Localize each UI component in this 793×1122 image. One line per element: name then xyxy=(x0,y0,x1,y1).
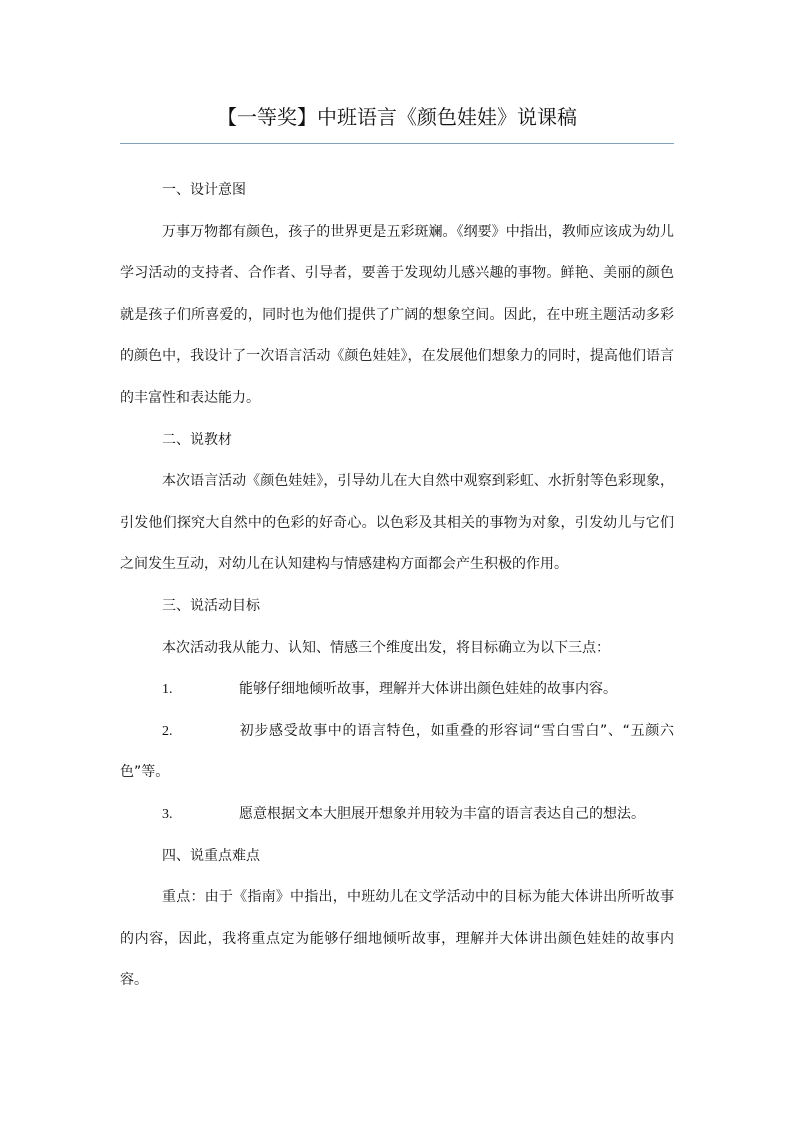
paragraph-design: 万事万物都有颜色，孩子的世界更是五彩斑斓。《纲要》中指出，教师应该成为幼儿学习活动的支持者、合作者、引导者，要善于发现幼儿感兴趣的事物。鲜艳、美丽的颜色就是孩子们所喜爱的，同时也为他们提供了广阔的想象空间。因此，在中班主题活动多彩的颜色中，我设计了一次语言活动《颜色娃娃》，在发展他们想象力的同时，提高他们语言的丰富性和表达能力。 xyxy=(120,223,674,406)
title-divider xyxy=(120,143,674,144)
paragraph-goals-intro: 本次活动我从能力、认知、情感三个维度出发，将目标确立为以下三点： xyxy=(162,639,610,656)
goal-item xyxy=(120,669,674,711)
goal-item-text: 初步感受故事中的语言特色，如重叠的形容词“雪白雪白”、“五颜六色”等。 xyxy=(120,722,674,781)
document-title: 【一等奖】中班语言《颜色娃娃》说课稿 xyxy=(217,105,577,129)
section-heading-goals: 三、说活动目标 xyxy=(162,597,260,614)
goal-item-number: 2. xyxy=(162,723,173,739)
goal-item xyxy=(120,794,674,836)
section-heading-key-points: 四、说重点难点 xyxy=(162,847,260,864)
goal-item-text: 能够仔细地倾听故事，理解并大体讲出颜色娃娃的故事内容。 xyxy=(239,681,617,698)
goal-item xyxy=(120,711,674,794)
paragraph-material: 本次语言活动《颜色娃娃》，引导幼儿在大自然中观察到彩虹、水折射等色彩现象，引发他们探究大自然中的色彩的好奇心。以色彩及其相关的事物为对象，引发幼儿与它们之间发生互动，对幼儿在认知建构与情感建构方面都会产生积极的作用。 xyxy=(120,473,674,573)
goal-item-number: 3. xyxy=(162,806,173,822)
goal-item-text: 愿意根据文本大胆展开想象并用较为丰富的语言表达自己的想法。 xyxy=(239,805,645,822)
goal-item-number: 1. xyxy=(162,682,173,698)
section-heading-design: 一、设计意图 xyxy=(162,182,246,198)
document-body xyxy=(120,170,674,1002)
paragraph-key-points: 重点：由于《指南》中指出，中班幼儿在文学活动中的目标为能大体讲出所听故事的内容，因此，我将重点定为能够仔细地倾听故事，理解并大体讲出颜色娃娃的故事内容。 xyxy=(120,889,674,989)
section-heading-material: 二、说教材 xyxy=(162,431,232,448)
